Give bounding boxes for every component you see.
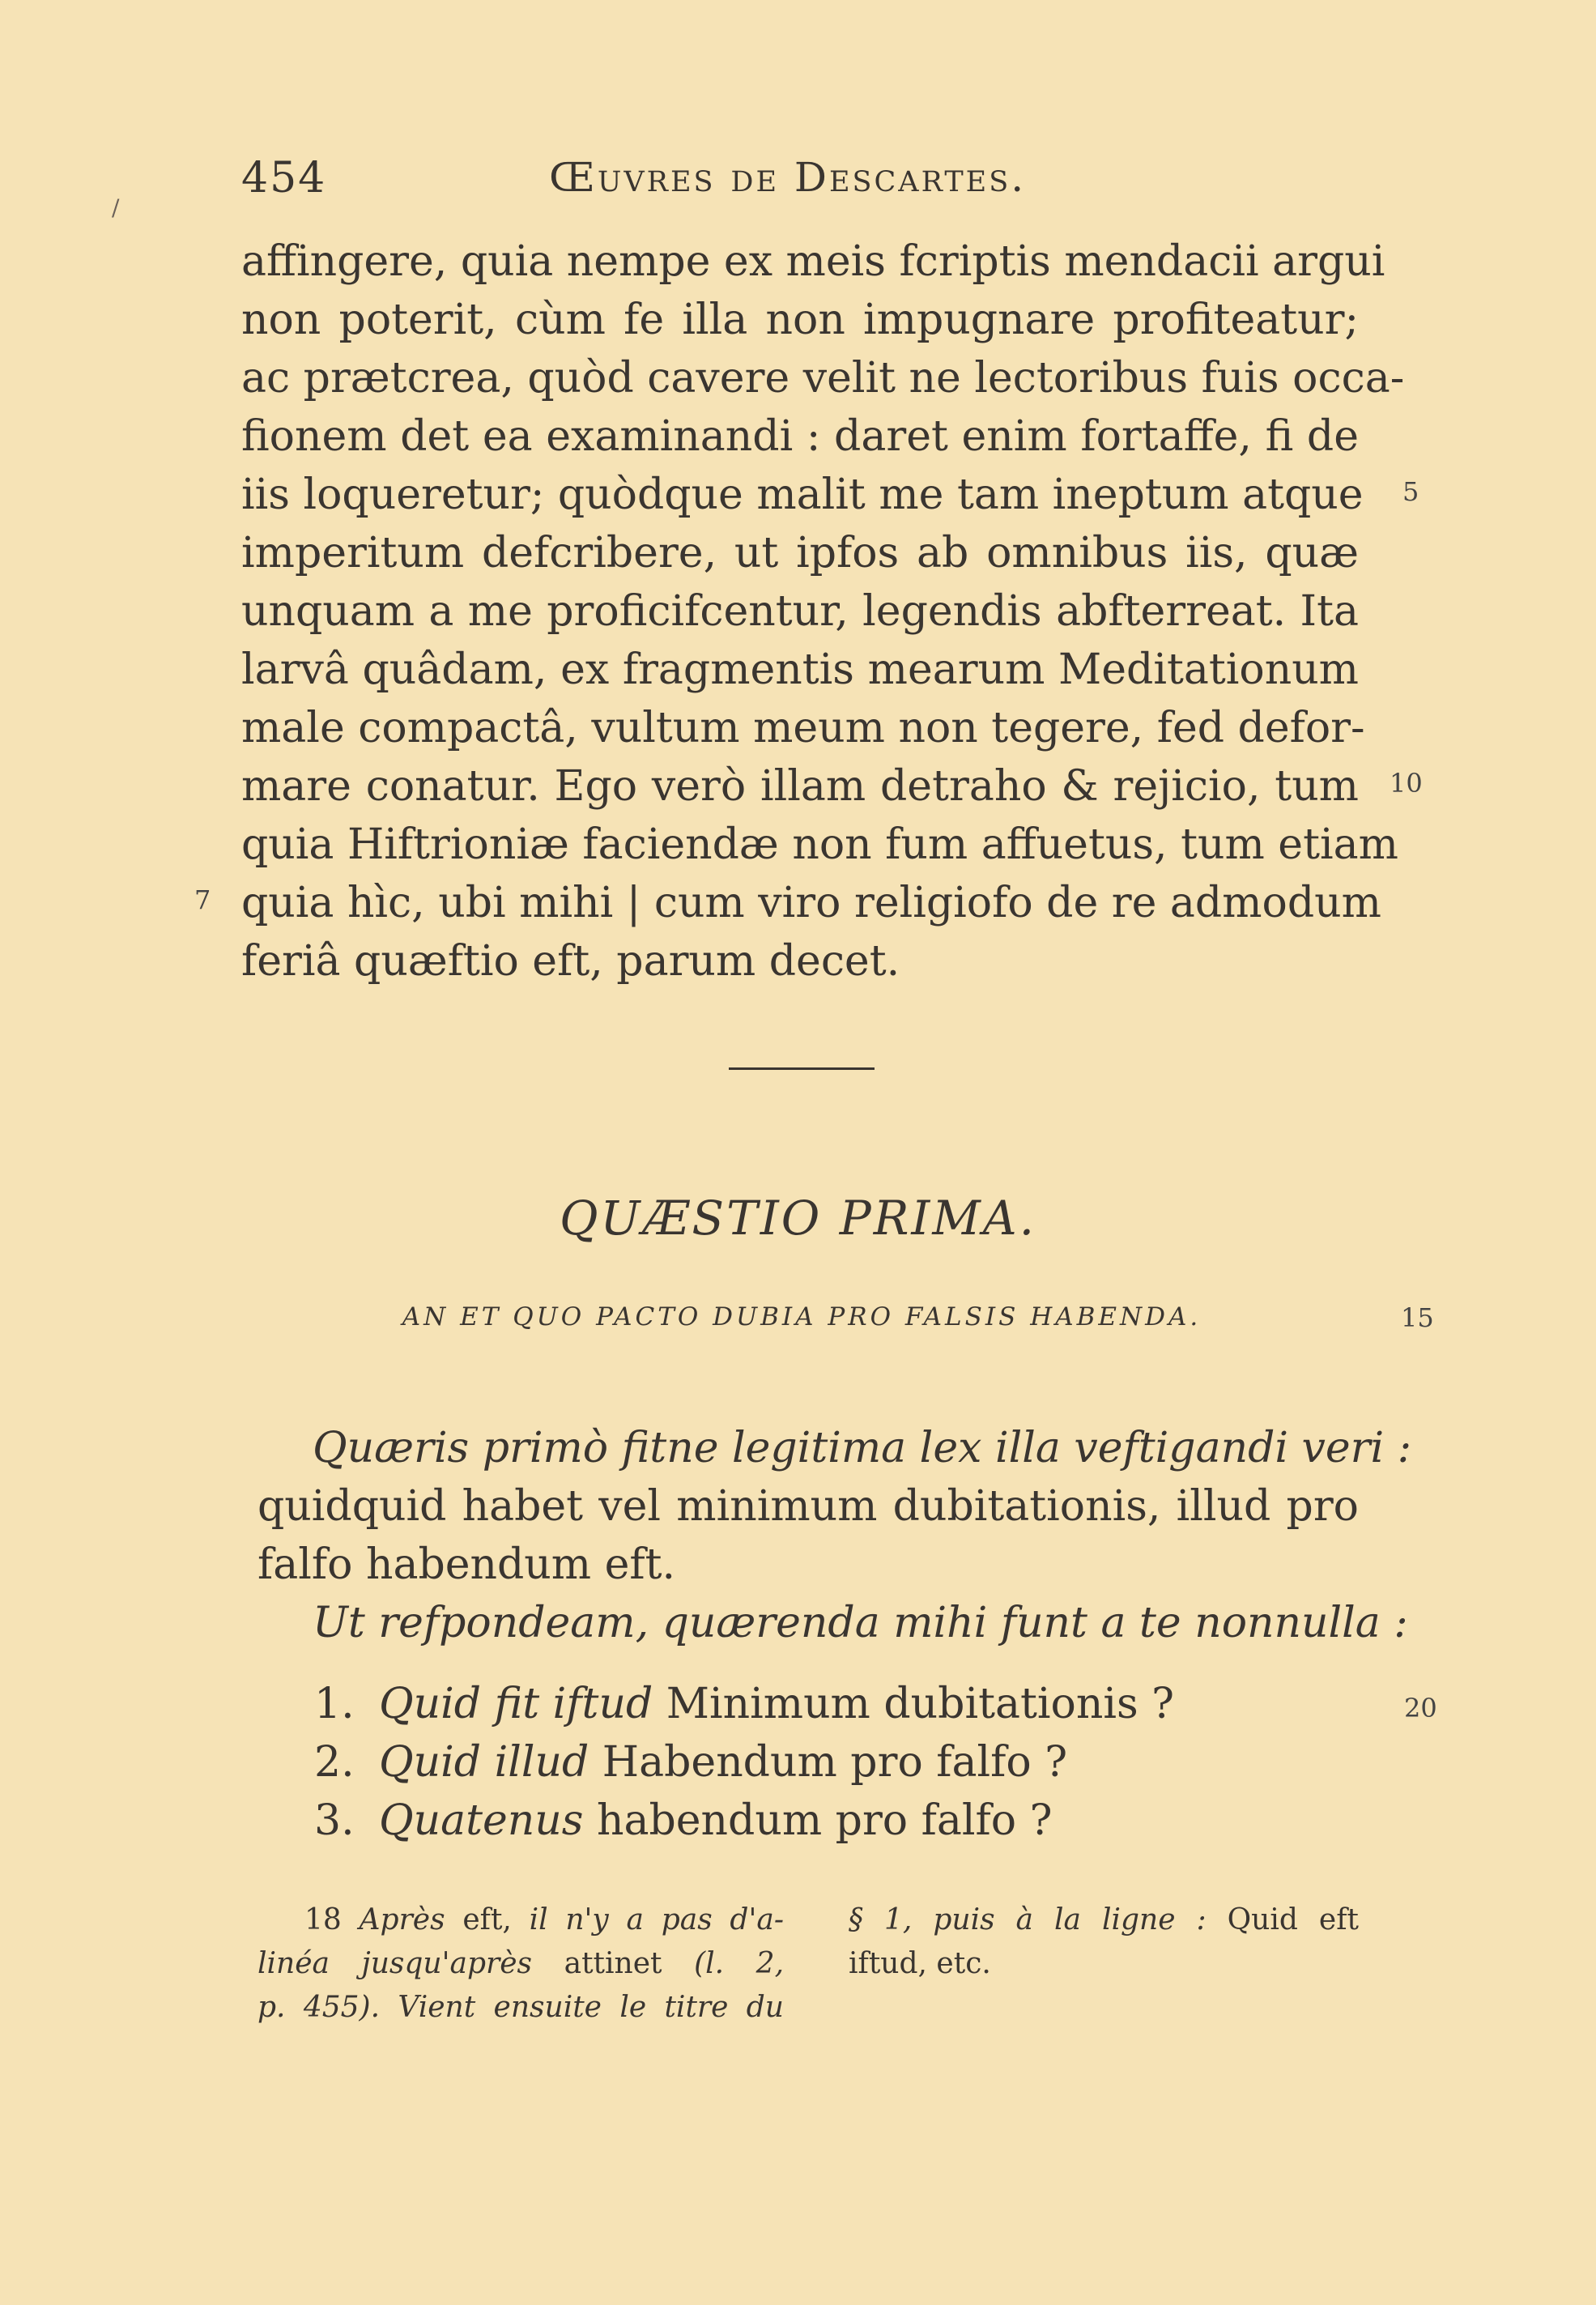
footnote-number: 18 bbox=[304, 1903, 342, 1936]
text-line: quia Hiftrioniæ faciendæ non fum affuetus, tum etiam bbox=[241, 820, 1398, 869]
footnote-roman: eft, bbox=[462, 1903, 512, 1936]
list-rest: Habendum pro falfo ? bbox=[602, 1738, 1068, 1787]
question-text bbox=[257, 1419, 1412, 1652]
line-number-20: 20 bbox=[1404, 1693, 1437, 1723]
list-italic: Quid illud bbox=[379, 1738, 589, 1787]
footnote-line bbox=[849, 1898, 1359, 1942]
list-item bbox=[314, 1733, 1205, 1792]
line-number-10: 10 bbox=[1390, 768, 1423, 799]
question-line: quidquid habet vel minimum dubitationis, illud pro bbox=[257, 1482, 1359, 1531]
footnote-line bbox=[257, 1898, 784, 1942]
page-number: 454 bbox=[241, 154, 327, 202]
footnote-line bbox=[257, 1986, 784, 2030]
list-number: 1. bbox=[314, 1680, 355, 1728]
running-title: Œuvres de Descartes. bbox=[549, 154, 1027, 201]
text-line: non poterit, cùm fe illa non impugnare profiteatur; bbox=[241, 296, 1359, 344]
body-text bbox=[241, 232, 1405, 991]
text-line: male compactâ, vultum meum non tegere, fed defor- bbox=[241, 704, 1365, 752]
footnote-italic: (l. 2, bbox=[694, 1947, 785, 1980]
text-line: iis loqueretur; quòdque malit me tam ineptum atque bbox=[241, 471, 1364, 519]
footnote-italic: Après bbox=[359, 1903, 445, 1936]
footnote-line: iftud, etc. bbox=[849, 1947, 991, 1980]
line-number-15: 15 bbox=[1401, 1302, 1434, 1333]
list-rest: Minimum dubitationis ? bbox=[666, 1680, 1175, 1728]
text-line: quia hìc, ubi mihi | cum viro religiofo de re admodum bbox=[241, 879, 1381, 927]
question-list bbox=[314, 1675, 1205, 1850]
footnote-roman: Quid eft bbox=[1227, 1903, 1360, 1936]
stray-mark: / bbox=[112, 194, 120, 221]
text-line: unquam a me proficifcentur, legendis abfterreat. Ita bbox=[241, 587, 1359, 636]
question-line: Quæris primò fitne legitima lex illa veftigandi veri : bbox=[313, 1424, 1412, 1472]
list-italic: Quid fit iftud bbox=[379, 1680, 653, 1728]
text-line: larvâ quâdam, ex fragmentis mearum Meditationum bbox=[241, 645, 1359, 694]
text-line: mare conatur. Ego verò illam detraho & rejicio, tum bbox=[241, 762, 1359, 811]
footnote-italic: § 1, puis à la ligne : bbox=[849, 1903, 1207, 1936]
page-header bbox=[241, 154, 1359, 211]
list-item bbox=[314, 1675, 1205, 1733]
text-line: feriâ quæftio eft, parum decet. bbox=[241, 937, 900, 986]
line-number-5: 5 bbox=[1402, 476, 1419, 507]
section-divider bbox=[729, 1067, 875, 1070]
footnote-line bbox=[257, 1942, 784, 1986]
footnote-italic: p. 455). bbox=[257, 1991, 381, 2024]
list-rest: habendum pro falfo ? bbox=[597, 1796, 1053, 1845]
footnote-italic: linéa jusqu'après bbox=[257, 1947, 533, 1980]
section-subtitle: AN ET QUO PACTO DUBIA PRO FALSIS HABENDA. bbox=[402, 1302, 1202, 1331]
text-line: affingere, quia nempe ex meis fcriptis mendacii argui bbox=[241, 237, 1385, 286]
list-number: 3. bbox=[314, 1796, 355, 1845]
text-line: fionem det ea examinandi : daret enim fortaffe, fi de bbox=[241, 412, 1359, 461]
footnote-left bbox=[257, 1898, 784, 2030]
original-page-ref: 7 bbox=[194, 884, 211, 915]
list-item bbox=[314, 1792, 1205, 1850]
footnote-italic: il n'y a pas d'a- bbox=[529, 1903, 784, 1936]
list-number: 2. bbox=[314, 1738, 355, 1787]
question-line: falfo habendum eft. bbox=[257, 1540, 676, 1589]
footnote-roman: attinet bbox=[564, 1947, 662, 1980]
section-title: QUÆSTIO PRIMA. bbox=[559, 1191, 1037, 1246]
text-line: ac prætcrea, quòd cavere velit ne lectoribus fuis occa- bbox=[241, 354, 1405, 403]
text-line: imperitum defcribere, ut ipfos ab omnibus iis, quæ bbox=[241, 529, 1359, 577]
list-italic: Quatenus bbox=[379, 1796, 584, 1845]
question-line: Ut refpondeam, quærenda mihi funt a te nonnulla : bbox=[313, 1599, 1408, 1647]
footnote-italic: Vient ensuite le titre du bbox=[398, 1991, 784, 2024]
footnote-right bbox=[849, 1898, 1359, 1986]
